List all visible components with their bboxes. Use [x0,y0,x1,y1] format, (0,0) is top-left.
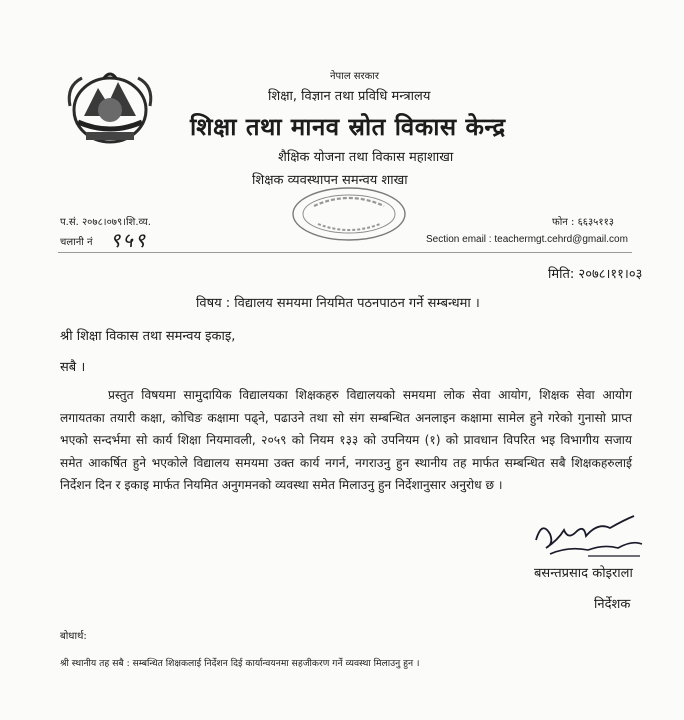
letter-date: मिति: २०७८।११।०३ [548,267,643,282]
dispatch-number: ९५९ [110,228,148,252]
handwritten-signature-icon [528,510,648,566]
phone-number: फोन : ६६३५११३ [552,217,614,228]
section-email: Section email : teachermgt.cehrd@gmail.com [426,234,628,245]
letter-body: प्रस्तुत विषयमा सामुदायिक विद्यालयका शिक्षकहरु विद्यालयको समयमा लोक सेवा आयोग, शिक्षक सेवा आयोग लगायतका तयारी कक्षा, कोचिङ कक्षामा पढ्ने, पढाउने तथा सो संग सम्बन्धित अनलाइन कक्षामा सामेल हुने गरेको गुनासो प्राप्त भएको सन्दर्भमा सो कार्य शिक्षा नियमावली, २०५९ को नियम १३३ को उपनियम (१) को प्रावधान विपरित भइ विभागीय सजाय समेत आकर्षित हुने भएकोले विद्यालय समयमा उक्त कार्य नगर्न, नगराउनु हुन स्थानीय तह मार्फत सम्बन्धित सबै शिक्षकहरुलाई निर्देशन दिन र इकाइ मार्फत नियमित अनुगमनको व्यवस्था समेत मिलाउनु हुन निर्देशानुसार अनुरोध छ । [60,388,632,493]
office-stamp-icon [284,184,414,246]
division-name: शैक्षिक योजना तथा विकास महाशाखा [278,150,454,165]
signatory-title: निर्देशक [594,597,631,612]
nepal-emblem-icon [64,66,156,148]
cc-label: बोधार्थ: [60,631,87,642]
government-name: नेपाल सरकार [330,71,379,82]
dispatch-label: चलानी नं [60,237,93,248]
ministry-name: शिक्षा, विज्ञान तथा प्रविधि मन्त्रालय [268,89,431,104]
recipient-all: सबै । [60,360,86,375]
cc-line: श्री स्थानीय तह सबै : सम्बन्धित शिक्षकलाई निर्देशन दिई कार्यान्वयनमा सहजीकरण गर्ने व्यवस्था मिलाउनु हुन । [60,658,420,669]
recipient-line: श्री शिक्षा विकास तथा समन्वय इकाइ, [60,329,236,344]
section-name: शिक्षक व्यवस्थापन समन्वय शाखा [252,173,408,188]
reference-number: प.सं. २०७८।०७९।शि.व्य. [60,217,151,228]
center-name: शिक्षा तथा मानव स्रोत विकास केन्द्र [190,113,506,141]
signatory-name: बसन्तप्रसाद कोइराला [534,566,633,581]
subject-line: विषय : विद्यालय समयमा नियमित पठनपाठन गर्ने सम्बन्धमा । [196,296,480,311]
header-divider [58,252,632,253]
